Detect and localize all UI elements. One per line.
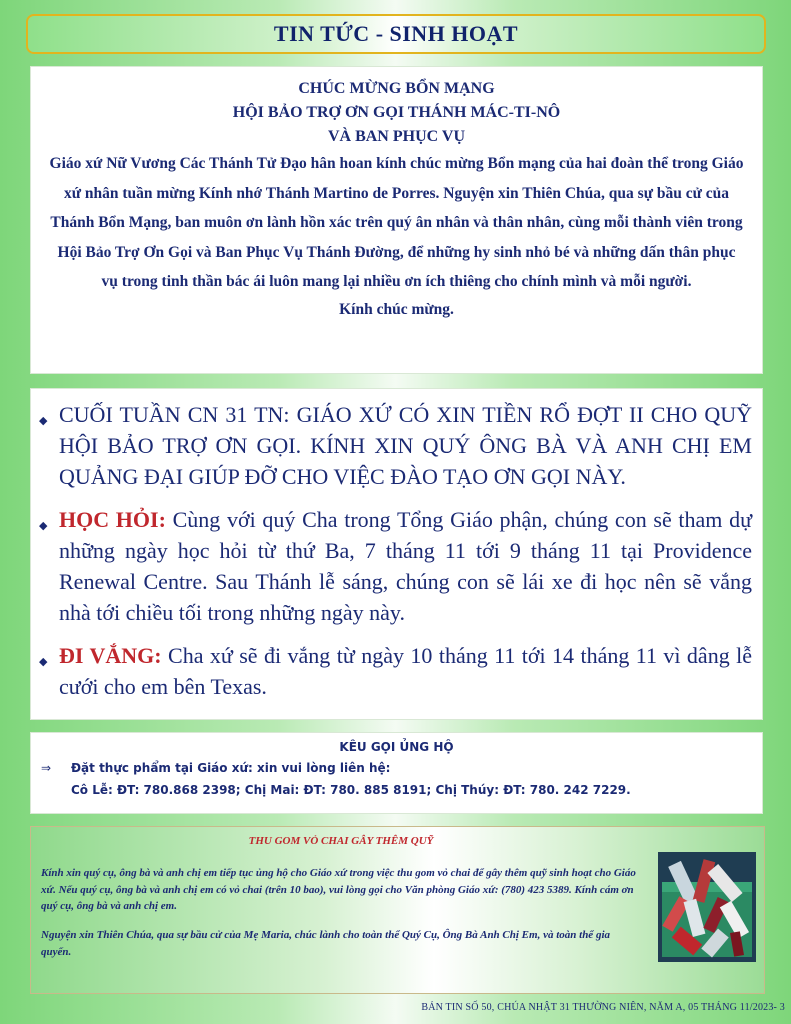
section-title: TIN TỨC - SINH HOẠT [273, 21, 519, 46]
greeting-body: Giáo xứ Nữ Vương Các Thánh Tử Đạo hân hoan kính chúc mừng Bổn mạng của hai đoàn thể trong Giáo xứ nhân tuần mừng Kính nhớ Thánh Martino de Porres. Nguyện xin Thiên Chúa, qua sự bầu cử của Thánh Bổn Mạng, ban muôn ơn lành hồn xác trên quý ân nhân và thân nhân, cùng mỗi thành viên trong Hội Bảo Trợ Ơn Gọi và Ban Phục Vụ Thánh Đường, để những hy sinh nhỏ bé và những dấn thân phục vụ trong tinh thần bác ái luôn mang lại nhiều ơn ích thiêng cho chính mình và mỗi người. [49, 155, 744, 290]
announcement-lead: ĐI VẮNG: [59, 643, 162, 668]
recycling-title: THU GOM VỎ CHAI GÂY THÊM QUỸ [248, 835, 434, 847]
recycling-blessing: Nguyện xin Thiên Chúa, qua sự bầu cử của Mẹ Maria, chúc lành cho toàn thể Quý Cụ, Ông Bà Anh Chị Em, và toàn thể gia quyến. [41, 929, 610, 958]
support-contacts: Cô Lễ: ĐT: 780.868 2398; Chị Mai: ĐT: 780. 885 8191; Chị Thúy: ĐT: 780. 242 7229. [71, 783, 631, 797]
announcement-item [39, 640, 752, 702]
announcement-item [39, 504, 752, 628]
recycling-text: Kính xin quý cụ, ông bà và anh chị em tiếp tục ủng hộ cho Giáo xứ trong việc thu gom vỏ chai để gây thêm quỹ sinh hoạt cho Giáo xứ. Nếu quý cụ, ông bà và anh chị em có vỏ chai (trên 10 bao), vui lòng gọi cho Văn phòng Giáo xứ: (780) 423 5389. Kính cám ơn quý cụ, ông bà và anh chị em. [41, 867, 636, 912]
greeting-sign: Kính chúc mừng. [339, 300, 454, 318]
announcement-item [39, 399, 752, 492]
recycling-card [30, 826, 765, 994]
announcement-lead: HỌC HỎI: [59, 507, 166, 532]
support-title: KÊU GỌI ỦNG HỘ [339, 740, 454, 754]
greeting-title-line: CHÚC MỪNG BỔN MẠNG [298, 80, 495, 97]
announcements-card [30, 388, 763, 720]
announcement-text: Cha xứ sẽ đi vắng từ ngày 10 tháng 11 tới 14 tháng 11 vì dâng lễ cưới cho em bên Texas. [59, 643, 752, 699]
diamond-bullet-icon: ◆ [39, 656, 48, 668]
page-footer: BẢN TIN SỐ 50, CHÚA NHẬT 31 THƯỜNG NIÊN, NĂM A, 05 THÁNG 11/2023- 3 [421, 1002, 785, 1013]
support-line: Đặt thực phẩm tại Giáo xứ: xin vui lòng liên hệ: [71, 761, 391, 775]
greeting-title-line: HỘI BẢO TRỢ ƠN GỌI THÁNH MÁC-TI-NÔ [232, 104, 561, 121]
section-header [26, 14, 766, 54]
diamond-bullet-icon: ◆ [39, 415, 48, 427]
arrow-right-icon: ⇒ [41, 761, 52, 775]
bottles-photo [658, 852, 756, 962]
diamond-bullet-icon: ◆ [39, 520, 48, 532]
announcement-text: Cùng với quý Cha trong Tổng Giáo phận, chúng con sẽ tham dự những ngày học hỏi từ thứ Ba, 7 tháng 11 tới 9 tháng 11 tại Providence Renewal Centre. Sau Thánh lễ sáng, chúng con sẽ lái xe đi học nên sẽ vắng nhà tới chiều tối trong những ngày này. [59, 507, 752, 625]
announcement-text: CUỐI TUẦN CN 31 TN: GIÁO XỨ CÓ XIN TIỀN RỔ ĐỢT II CHO QUỸ HỘI BẢO TRỢ ƠN GỌI. KÍNH XIN QUÝ ÔNG BÀ VÀ ANH CHỊ EM QUẢNG ĐẠI GIÚP ĐỠ CHO VIỆC ĐÀO TẠO ƠN GỌI NÀY. [59, 402, 752, 489]
greeting-card [30, 66, 763, 374]
support-card [30, 732, 763, 814]
greeting-title-line: VÀ BAN PHỤC VỤ [327, 128, 466, 145]
